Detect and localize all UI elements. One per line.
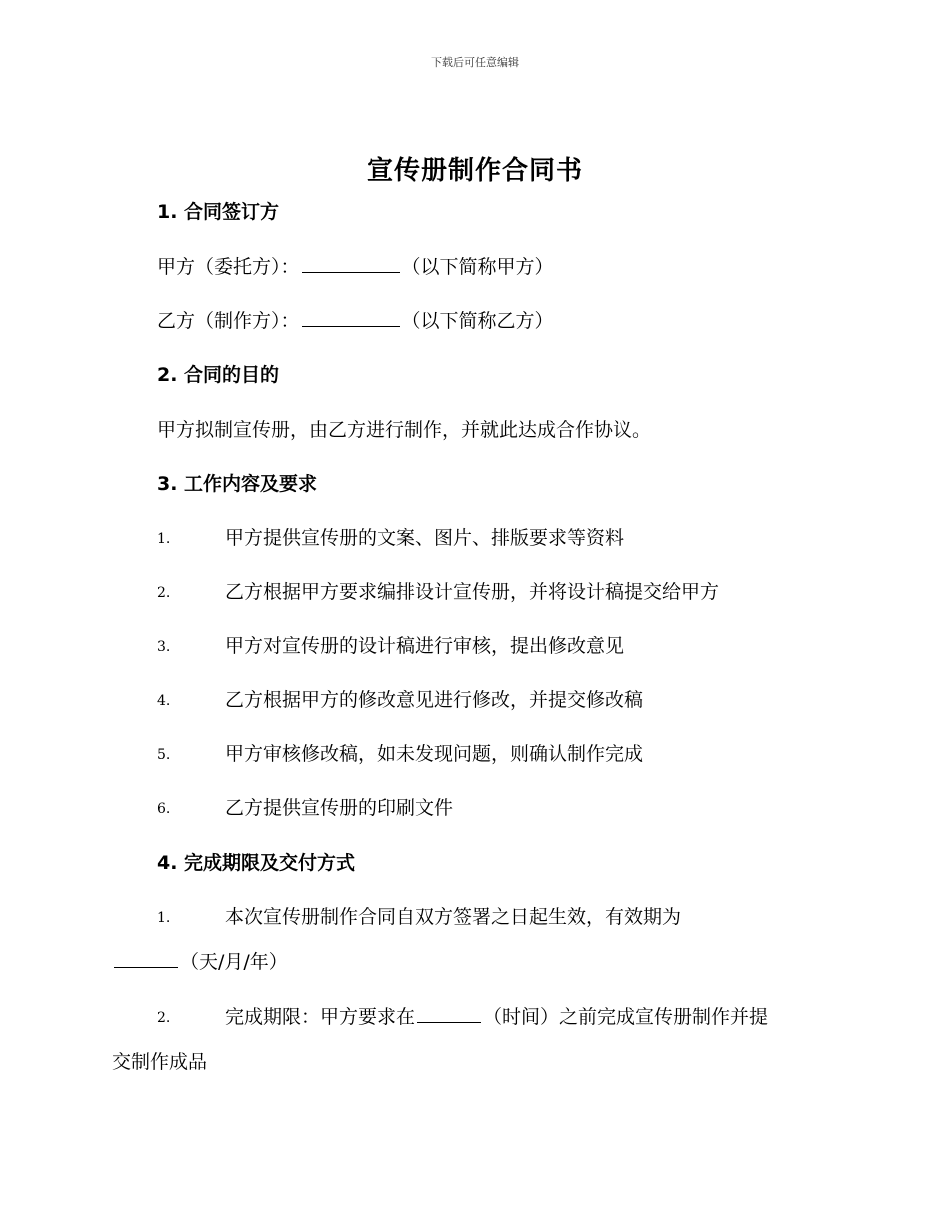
list-item-text: 乙方根据甲方的修改意见进行修改，并提交修改稿 [225,689,644,711]
section-3-heading: 3. 工作内容及要求 [157,473,318,495]
validity-period-unit: （天/月/年） [180,951,288,973]
party-a-suffix: （以下简称甲方） [401,256,554,278]
list-item-number: 2. [157,585,171,601]
list-item-text: 乙方提供宣传册的印刷文件 [225,797,454,819]
deadline-text-before: 完成期限：甲方要求在 [225,1006,416,1028]
list-item-number: 1. [157,531,171,547]
list-item-number: 6. [157,801,171,817]
list-item-number: 3. [157,639,171,655]
list-item-number: 4. [157,693,171,709]
list-item-text: 甲方审核修改稿，如未发现问题，则确认制作完成 [225,743,644,765]
section-1-heading: 1. 合同签订方 [157,201,280,223]
validity-period-blank[interactable] [114,949,178,968]
deadline-item-number: 2. [157,1010,171,1026]
party-a-line [157,254,554,280]
deadline-item-continuation: 交制作成品 [112,1051,208,1073]
party-b-label: 乙方（制作方）： [157,310,300,332]
section-2-heading: 2. 合同的目的 [157,364,280,386]
section-2-text: 甲方拟制宣传册，由乙方进行制作，并就此达成合作协议。 [157,419,652,441]
section-4-heading: 4. 完成期限及交付方式 [157,852,356,874]
term-item-text: 本次宣传册制作合同自双方签署之日起生效，有效期为 [225,906,682,928]
list-item-text: 甲方提供宣传册的文案、图片、排版要求等资料 [225,527,625,549]
list-item-number: 5. [157,747,171,763]
party-b-line [157,308,554,334]
document-title: 宣传册制作合同书 [366,156,583,186]
header-note: 下载后可任意编辑 [431,56,519,69]
deadline-text-after: （时间）之前完成宣传册制作并提 [483,1006,769,1028]
party-b-suffix: （以下简称乙方） [401,310,554,332]
deadline-date-blank[interactable] [417,1004,481,1023]
party-a-label: 甲方（委托方）： [157,256,300,278]
deadline-item-text [225,1004,768,1030]
term-item-continuation [112,949,288,975]
party-a-name-blank[interactable] [302,254,400,273]
term-item-number: 1. [157,910,171,926]
party-b-name-blank[interactable] [302,308,400,327]
list-item-text: 甲方对宣传册的设计稿进行审核，提出修改意见 [225,635,625,657]
list-item-text: 乙方根据甲方要求编排设计宣传册，并将设计稿提交给甲方 [225,581,720,603]
